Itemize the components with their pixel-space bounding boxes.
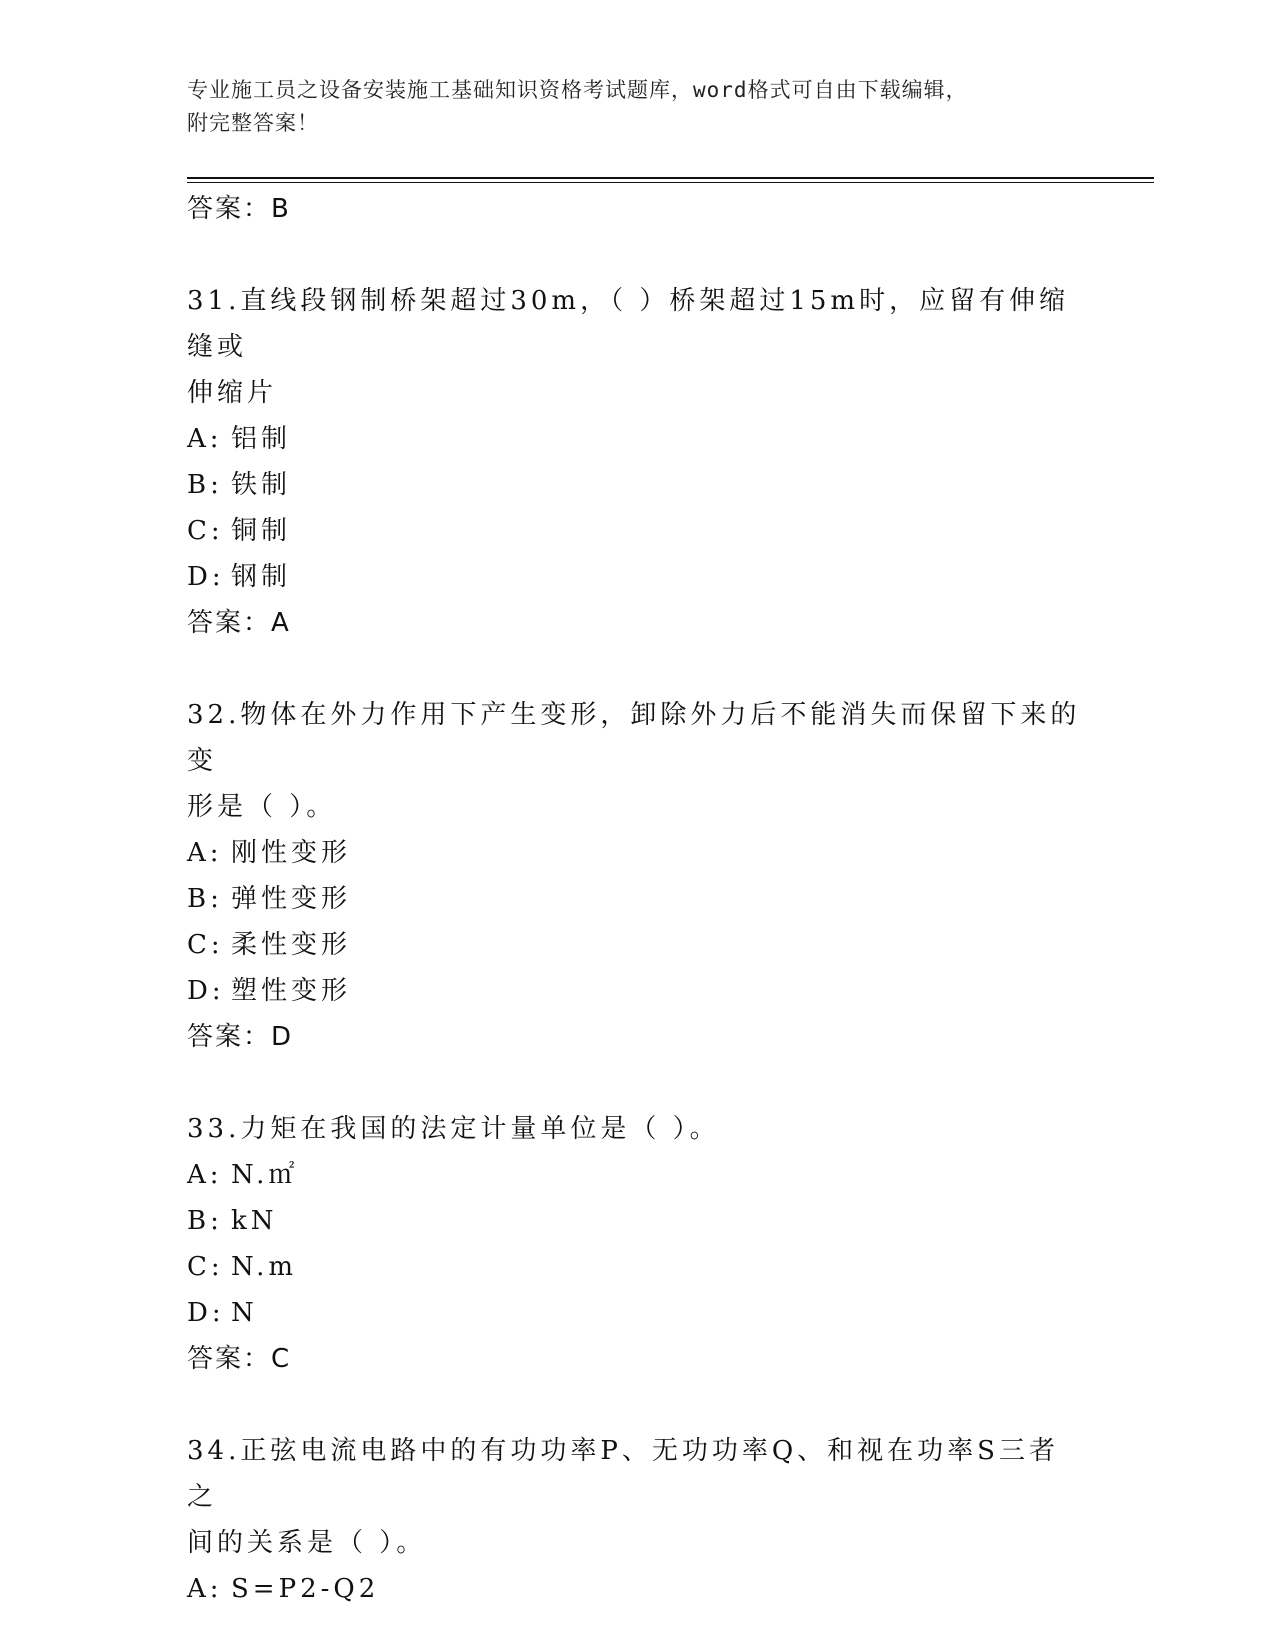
option-label: A:	[187, 838, 223, 868]
question-list	[187, 186, 1087, 1612]
option-text: 钢制	[231, 562, 292, 592]
question-33	[187, 1106, 1087, 1382]
answer-line: 答案：C	[187, 1344, 292, 1374]
option-label: C:	[187, 516, 224, 546]
option-label: A:	[187, 1160, 223, 1190]
option-label: D:	[187, 1298, 225, 1328]
question-31	[187, 278, 1087, 646]
option-a	[187, 1566, 1087, 1612]
question-stem-line: 31.直线段钢制桥架超过30m，（ ）桥架超过15m时，应留有伸缩缝或	[187, 286, 1070, 362]
document-header	[187, 74, 1087, 140]
header-line-2: 附完整答案！	[187, 111, 319, 135]
header-divider-thin	[187, 182, 1154, 183]
option-d	[187, 554, 1087, 600]
option-label: D:	[187, 562, 225, 592]
question-32	[187, 692, 1087, 1060]
option-c	[187, 1244, 1087, 1290]
question-stem-line: 伸缩片	[187, 378, 278, 408]
option-a	[187, 416, 1087, 462]
question-stem-line: 32.物体在外力作用下产生变形，卸除外力后不能消失而保留下来的变	[187, 700, 1081, 776]
header-divider-thick	[187, 177, 1154, 179]
option-a	[187, 830, 1087, 876]
option-b	[187, 1198, 1087, 1244]
option-text: 刚性变形	[231, 838, 352, 868]
option-label: C:	[187, 1252, 224, 1282]
option-label: B:	[187, 1206, 223, 1236]
option-label: C:	[187, 930, 224, 960]
option-b	[187, 876, 1087, 922]
option-label: B:	[187, 470, 223, 500]
option-c	[187, 508, 1087, 554]
option-text: N.㎡	[231, 1160, 299, 1190]
question-stem-line: 33.力矩在我国的法定计量单位是（ ）。	[187, 1114, 720, 1144]
option-label: D:	[187, 976, 225, 1006]
answer-line: 答案：A	[187, 608, 291, 638]
option-text: N	[231, 1298, 258, 1328]
option-d	[187, 1290, 1087, 1336]
option-text: N.m	[231, 1252, 298, 1282]
option-text: kN	[231, 1206, 278, 1236]
answer-line: 答案：B	[187, 194, 291, 224]
question-stem-line: 间的关系是（ ）。	[187, 1528, 427, 1558]
question-stem-line: 形是（ ）。	[187, 792, 337, 822]
option-label: B:	[187, 884, 223, 914]
option-text: 弹性变形	[231, 884, 352, 914]
question-34	[187, 1428, 1087, 1612]
option-a	[187, 1152, 1087, 1198]
option-label: A:	[187, 1574, 223, 1604]
option-text: 铁制	[231, 470, 292, 500]
option-c	[187, 922, 1087, 968]
option-text: 塑性变形	[231, 976, 352, 1006]
option-text: 铜制	[231, 516, 292, 546]
option-text: S=P2-Q2	[231, 1574, 380, 1604]
question-stem-line: 34.正弦电流电路中的有功功率P、无功功率Q、和视在功率S三者之	[187, 1436, 1059, 1512]
option-text: 铝制	[231, 424, 292, 454]
option-d	[187, 968, 1087, 1014]
option-label: A:	[187, 424, 223, 454]
header-line-1: 专业施工员之设备安装施工基础知识资格考试题库，word格式可自由下载编辑，	[187, 78, 968, 102]
option-b	[187, 462, 1087, 508]
answer-line: 答案：D	[187, 1022, 294, 1052]
option-text: 柔性变形	[231, 930, 352, 960]
